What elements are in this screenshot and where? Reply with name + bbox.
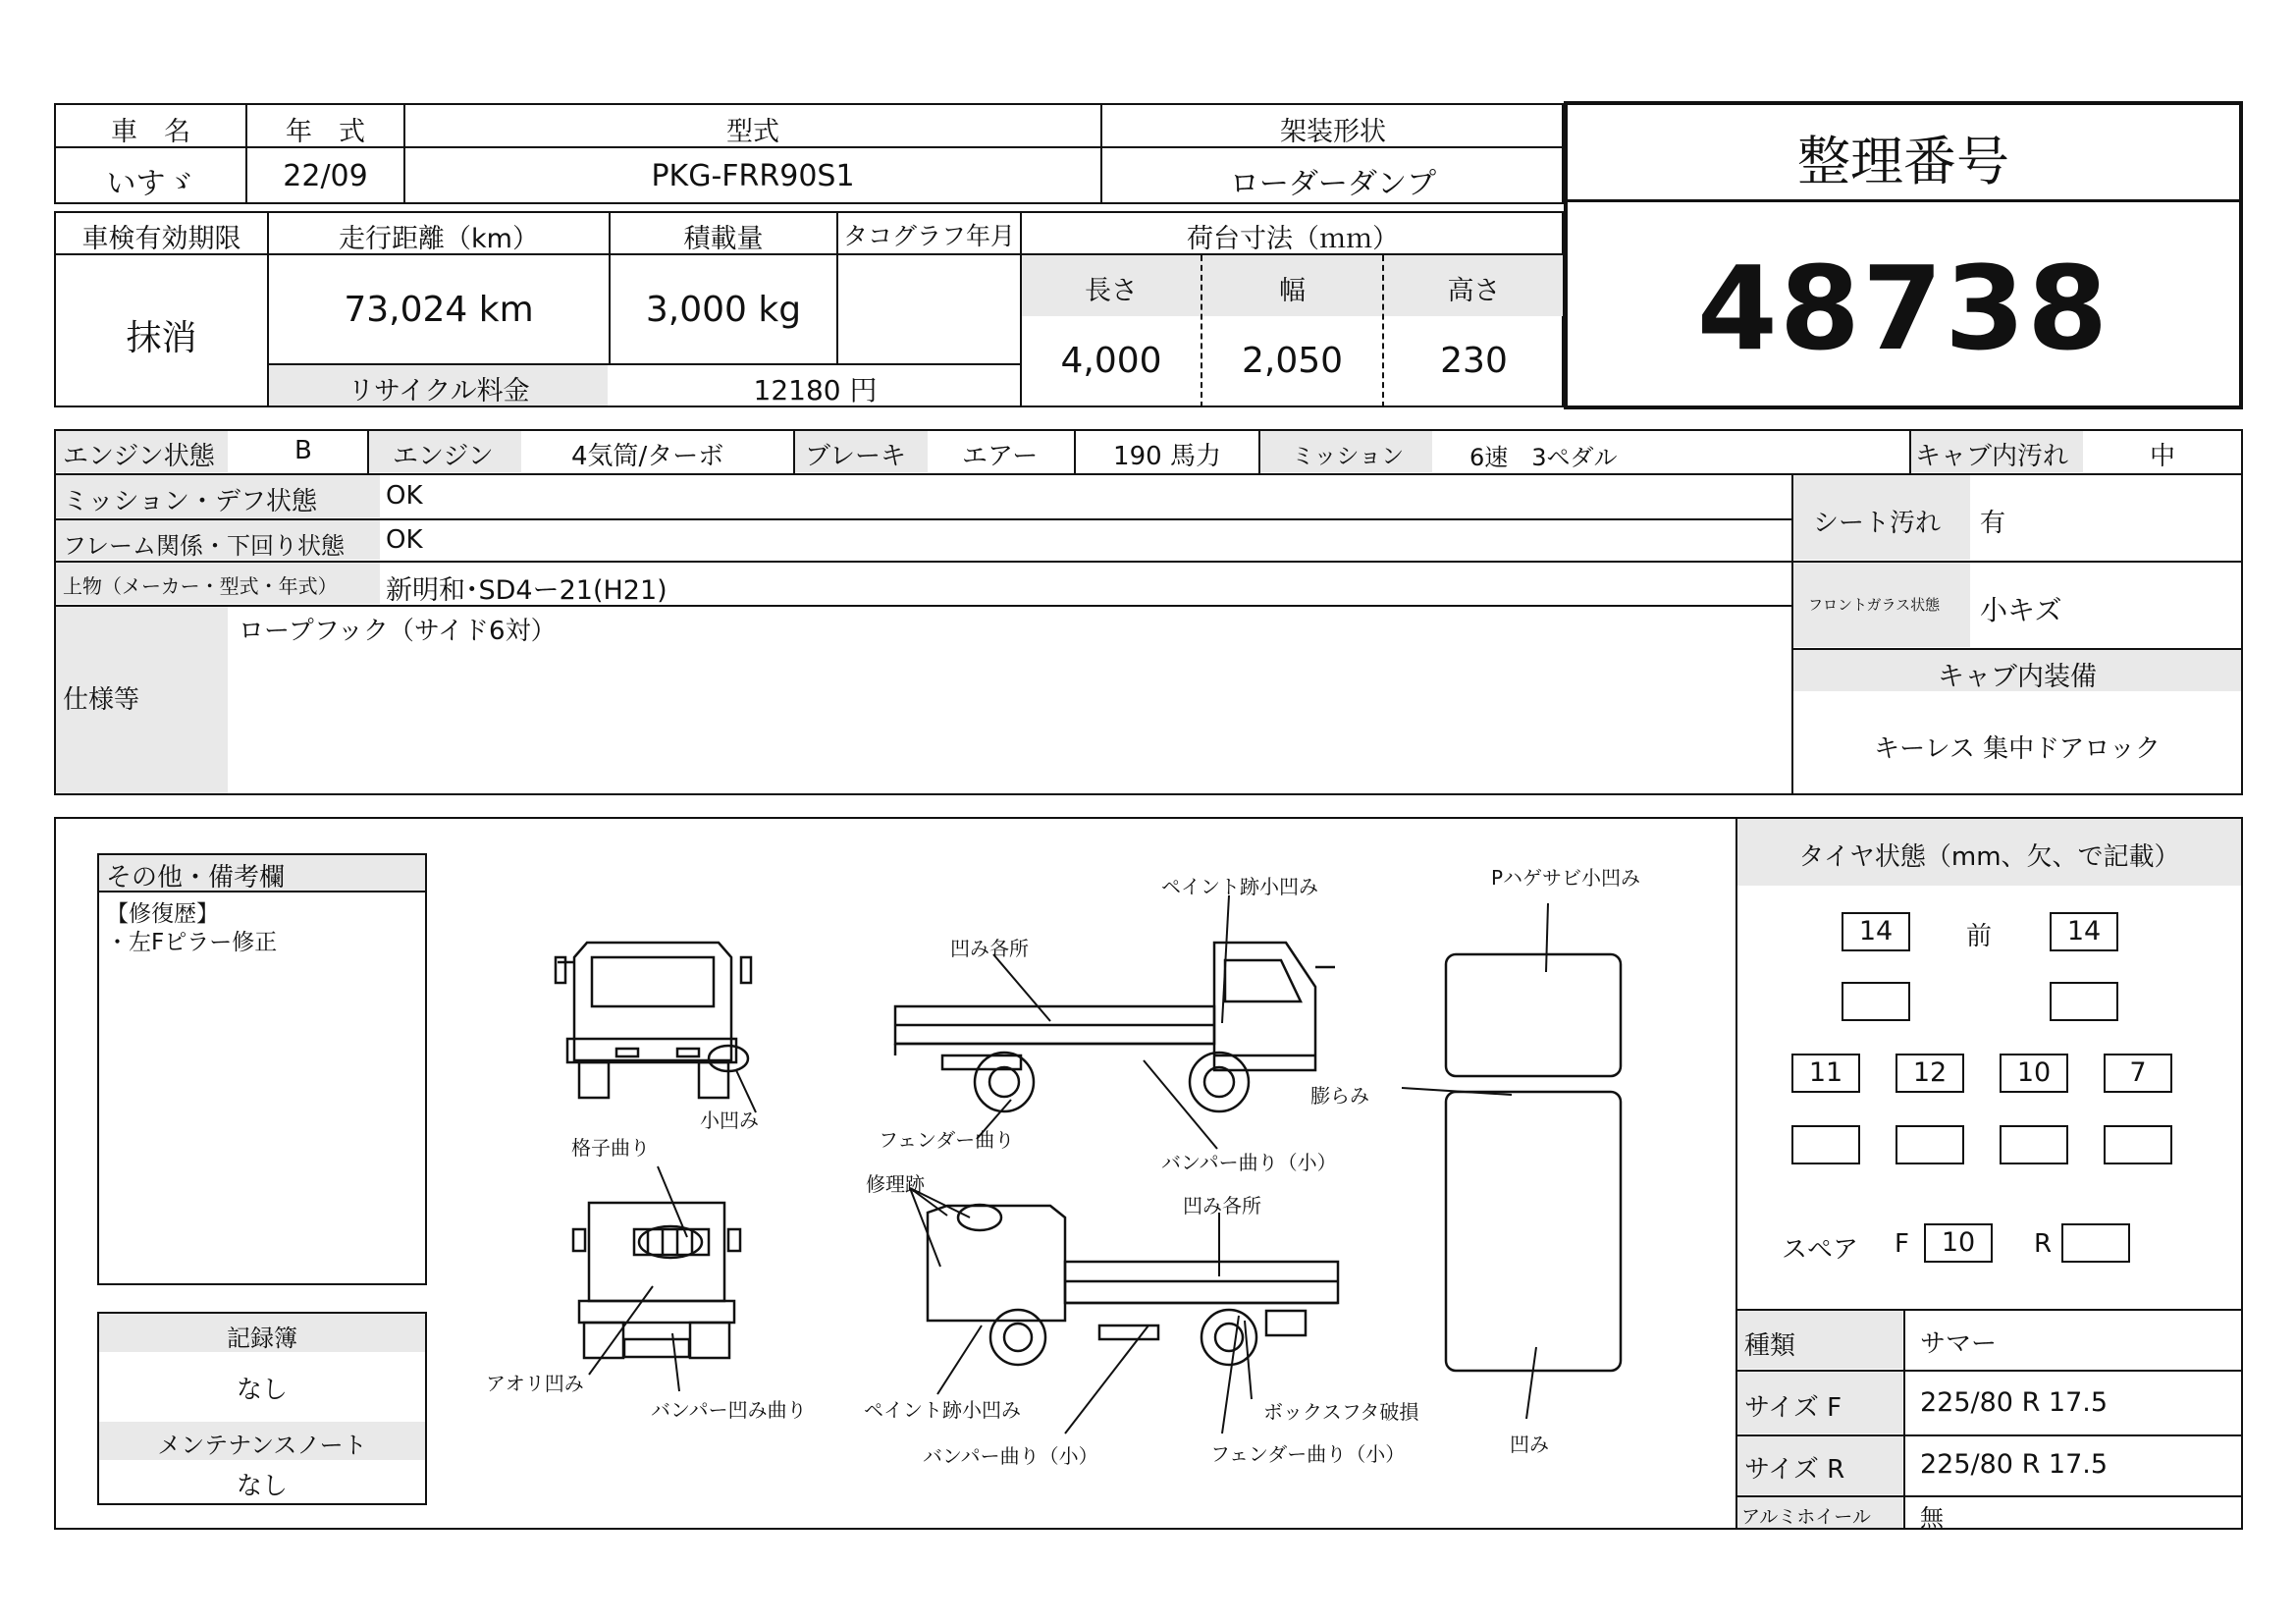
tacho-label: タコグラフ年月: [842, 222, 1015, 250]
spare-r-label: R: [2034, 1229, 2053, 1259]
seat-dirt-label: シート汚れ: [1813, 509, 1942, 538]
height-value: 230: [1440, 341, 1508, 381]
tire-rear-3-blank: [2000, 1125, 2068, 1164]
ref-label: 整理番号: [1797, 131, 2009, 192]
body-value: 新明和･SD4ー21(H21): [386, 575, 667, 606]
load-label: 積載量: [683, 224, 764, 254]
damage-label-repair: 修理跡: [866, 1172, 925, 1196]
model-label: 型式: [726, 117, 779, 147]
truck-side-view-left: [928, 1205, 1338, 1365]
tire-type-value: サマー: [1920, 1329, 1998, 1359]
engine-value: 4気筒/ターボ: [571, 442, 724, 471]
windshield-value: 小キズ: [1980, 594, 2062, 626]
windshield-label: フロントガラス状態: [1808, 596, 1941, 614]
inspection-label: 車検有効期限: [81, 224, 241, 254]
width-value: 2,050: [1241, 341, 1344, 381]
car-name-label: 車 名: [111, 117, 190, 147]
tire-rear-4-blank: [2104, 1125, 2172, 1164]
tire-rear-4: 7: [2104, 1054, 2172, 1093]
load-value: 3,000 kg: [645, 290, 802, 330]
alumi-label: アルミホイール: [1741, 1506, 1871, 1528]
cab-equip-value: キーレス 集中ドアロック: [1874, 734, 2161, 764]
engine-state-label: エンジン状態: [63, 442, 215, 471]
damage-label-gate-dent: アオリ凹み: [486, 1372, 584, 1395]
mission-diff-value: OK: [386, 481, 423, 511]
truck-damage-diagram: [432, 825, 1728, 1522]
year: 22/09: [283, 159, 368, 193]
tire-rear-2: 12: [1896, 1054, 1964, 1093]
inspection-value: 抹消: [126, 318, 197, 358]
damage-label-grille-bend: 格子曲り: [571, 1136, 650, 1160]
damage-label-dents: 凹み各所: [950, 937, 1029, 960]
tire-rear-2-blank: [1896, 1125, 1964, 1164]
mission-label: ミッション: [1292, 444, 1405, 469]
spare-f-value: 10: [1924, 1223, 1993, 1263]
cab-equip-label: キャブ内装備: [1938, 662, 2097, 692]
model: PKG-FRR90S1: [651, 159, 855, 193]
damage-label-bumper-dent: バンパー凹み曲り: [651, 1398, 807, 1422]
spare-label: スペア: [1782, 1235, 1859, 1265]
ref-number: 48738: [1696, 241, 2110, 376]
tire-size-r-label: サイズ R: [1744, 1455, 1845, 1485]
alumi-value: 無: [1920, 1504, 1944, 1532]
car-name: いすゞ: [106, 167, 195, 201]
width-label: 幅: [1279, 276, 1306, 306]
tire-front-left-blank: [1842, 982, 1910, 1021]
brake-label: ブレーキ: [805, 442, 906, 471]
maintenance-value: なし: [236, 1472, 288, 1501]
tire-rear-1: 11: [1791, 1054, 1860, 1093]
damage-label-box-lid: ボックスフタ破損: [1263, 1400, 1419, 1424]
cab-dirt-label: キャブ内汚れ: [1915, 442, 2069, 471]
remarks-line2: ・左Fピラー修正: [106, 930, 278, 955]
frame-label: フレーム関係・下回り状態: [63, 532, 346, 560]
damage-label-paint-dent: ペイント跡小凹み: [1161, 875, 1318, 898]
record-value: なし: [236, 1376, 288, 1405]
spare-r-value: [2061, 1223, 2130, 1263]
tire-size-r-value: 225/80 R 17.5: [1920, 1449, 2109, 1480]
spare-f-label: F: [1895, 1229, 1909, 1259]
truck-side-view-right: [895, 943, 1335, 1111]
tire-front-right: 14: [2050, 912, 2118, 951]
tire-front-left: 14: [1842, 912, 1910, 951]
recycle-value: 12180 円: [753, 374, 878, 406]
truck-rear-view: [573, 1203, 740, 1358]
damage-label-paint-rust: Pハゲサビ小凹み: [1491, 866, 1641, 890]
truck-top-view: [1446, 954, 1621, 1371]
horsepower: 190 馬力: [1113, 442, 1221, 471]
remarks-line1: 【修復歴】: [106, 901, 219, 927]
mission-value: 6速 3ペダル: [1469, 444, 1618, 471]
mileage-value: 73,024 km: [344, 290, 534, 330]
cab-dirt-value: 中: [2150, 442, 2176, 471]
damage-label-small-dent: 小凹み: [700, 1109, 759, 1132]
record-label: 記録簿: [227, 1325, 297, 1352]
maintenance-label: メンテナンスノート: [157, 1432, 367, 1459]
spec-label: 仕様等: [63, 685, 140, 715]
damage-label-bumper-bend: バンパー曲り（小）: [1161, 1151, 1337, 1174]
bed-label: 荷台寸法（ｍｍ）: [1187, 224, 1399, 254]
mission-diff-label: ミッション・デフ状態: [63, 487, 317, 516]
truck-front-view: [556, 943, 751, 1098]
damage-label-dents-2: 凹み各所: [1183, 1194, 1261, 1217]
year-label: 年 式: [286, 117, 365, 147]
seat-dirt-value: 有: [1980, 509, 2006, 538]
tire-front-right-blank: [2050, 982, 2118, 1021]
tire-title: タイヤ状態（mm、欠、で記載）: [1798, 842, 2180, 872]
spec-value: ロープフック（サイド6対）: [239, 617, 557, 646]
engine-state: B: [294, 436, 312, 465]
engine-label: エンジン: [393, 442, 494, 471]
body-label: 上物（メーカー・型式・年式）: [63, 574, 338, 598]
length-label: 長さ: [1085, 276, 1138, 306]
damage-label-fender-bend-2: フェンダー曲り（小）: [1210, 1442, 1406, 1466]
height-label: 高さ: [1447, 276, 1501, 306]
damage-label-fender-bend: フェンダー曲り: [879, 1128, 1015, 1152]
mileage-label: 走行距離（km）: [339, 224, 539, 254]
tire-rear-3: 10: [2000, 1054, 2068, 1093]
length-value: 4,000: [1060, 341, 1162, 381]
damage-label-paint-dent-2: ペイント跡小凹み: [864, 1398, 1021, 1422]
remarks-label: その他・備考欄: [106, 863, 286, 893]
recycle-label: リサイクル料金: [347, 376, 530, 406]
tire-size-f-label: サイズ F: [1744, 1393, 1842, 1423]
tire-rear-1-blank: [1791, 1125, 1860, 1164]
damage-label-bumper-bend-2: バンパー曲り（小）: [923, 1444, 1098, 1468]
tire-size-f-value: 225/80 R 17.5: [1920, 1387, 2109, 1418]
damage-label-dent: 凹み: [1510, 1433, 1549, 1456]
damage-label-bulge: 膨らみ: [1310, 1084, 1369, 1108]
brake-value: エアー: [962, 442, 1039, 471]
body-type-label: 架装形状: [1280, 117, 1386, 147]
tire-type-label: 種類: [1744, 1331, 1796, 1361]
tire-front-label: 前: [1966, 922, 1993, 951]
frame-value: OK: [386, 525, 423, 555]
body-type: ローダーダンプ: [1229, 167, 1437, 201]
